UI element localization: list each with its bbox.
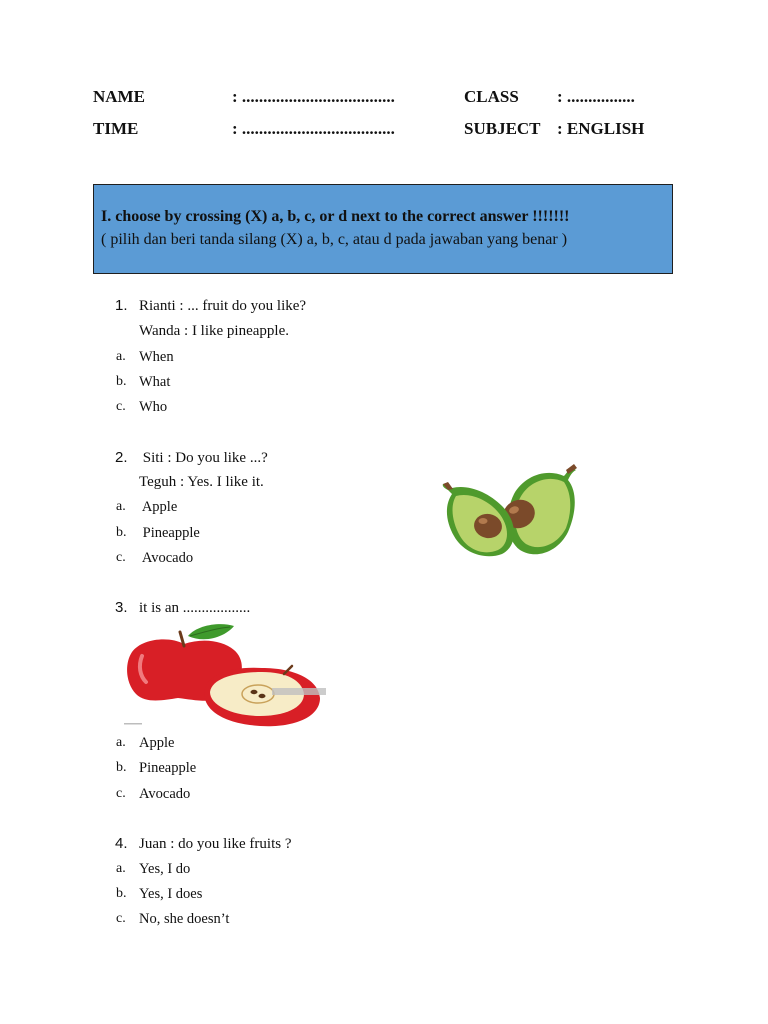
question-4-option-b-letter: b. xyxy=(116,886,127,901)
question-3-line-1: it is an .................. xyxy=(139,600,251,616)
question-1-option-a-letter: a. xyxy=(116,349,126,364)
avocado-image xyxy=(440,462,580,562)
subject-label: SUBJECT xyxy=(464,119,541,138)
question-2-number: 2. xyxy=(115,449,128,466)
question-4-option-b[interactable]: Yes, I does xyxy=(139,886,203,902)
question-3-option-a[interactable]: Apple xyxy=(139,735,175,751)
question-2-option-a-letter: a. xyxy=(116,499,126,514)
question-1-line-1: Rianti : ... fruit do you like? xyxy=(139,298,307,314)
name-field[interactable]: : .................................... xyxy=(232,87,395,106)
question-3-option-c-letter: c. xyxy=(116,786,126,801)
question-4-line-1: Juan : do you like fruits ? xyxy=(139,836,292,852)
name-label: NAME xyxy=(93,87,145,106)
question-2-line-1: Siti : Do you like ...? xyxy=(139,450,268,466)
question-1-option-b[interactable]: What xyxy=(139,374,171,390)
instruction-subtitle: ( pilih dan beri tanda silang (X) a, b, c, atau d pada jawaban yang benar ) xyxy=(101,231,568,248)
question-1-option-c-letter: c. xyxy=(116,399,126,414)
question-2-line-2: Teguh : Yes. I like it. xyxy=(139,474,264,490)
question-1-option-c[interactable]: Who xyxy=(139,399,168,415)
question-4-option-a[interactable]: Yes, I do xyxy=(139,861,191,877)
question-3-option-c[interactable]: Avocado xyxy=(139,786,191,802)
question-1-option-a[interactable]: When xyxy=(139,349,174,365)
question-3-option-a-letter: a. xyxy=(116,735,126,750)
question-2-option-c-letter: c. xyxy=(116,550,126,565)
question-3-option-b[interactable]: Pineapple xyxy=(139,760,197,776)
class-field[interactable]: : ................ xyxy=(557,87,635,106)
question-2-option-b[interactable]: Pineapple xyxy=(139,525,200,541)
question-4-option-a-letter: a. xyxy=(116,861,126,876)
question-2-option-c[interactable]: Avocado xyxy=(139,550,194,566)
instruction-title: I. choose by crossing (X) a, b, c, or d next to the correct answer !!!!!!! xyxy=(101,208,570,225)
apple-image xyxy=(122,622,328,728)
question-3-number: 3. xyxy=(115,599,128,616)
subject-value: : ENGLISH xyxy=(557,119,645,138)
instruction-box xyxy=(93,184,673,274)
question-1-option-b-letter: b. xyxy=(116,374,127,389)
time-label: TIME xyxy=(93,119,139,138)
question-3-option-b-letter: b. xyxy=(116,760,127,775)
question-4-option-c[interactable]: No, she doesn’t xyxy=(139,911,230,927)
question-1-line-2: Wanda : I like pineapple. xyxy=(139,323,289,339)
question-2-option-b-letter: b. xyxy=(116,525,127,540)
question-4-number: 4. xyxy=(115,835,128,852)
question-1-number: 1. xyxy=(115,297,128,314)
question-4-option-c-letter: c. xyxy=(116,911,126,926)
question-2-option-a[interactable]: Apple xyxy=(139,499,178,515)
class-label: CLASS xyxy=(464,87,519,106)
time-field[interactable]: : .................................... xyxy=(232,119,395,138)
